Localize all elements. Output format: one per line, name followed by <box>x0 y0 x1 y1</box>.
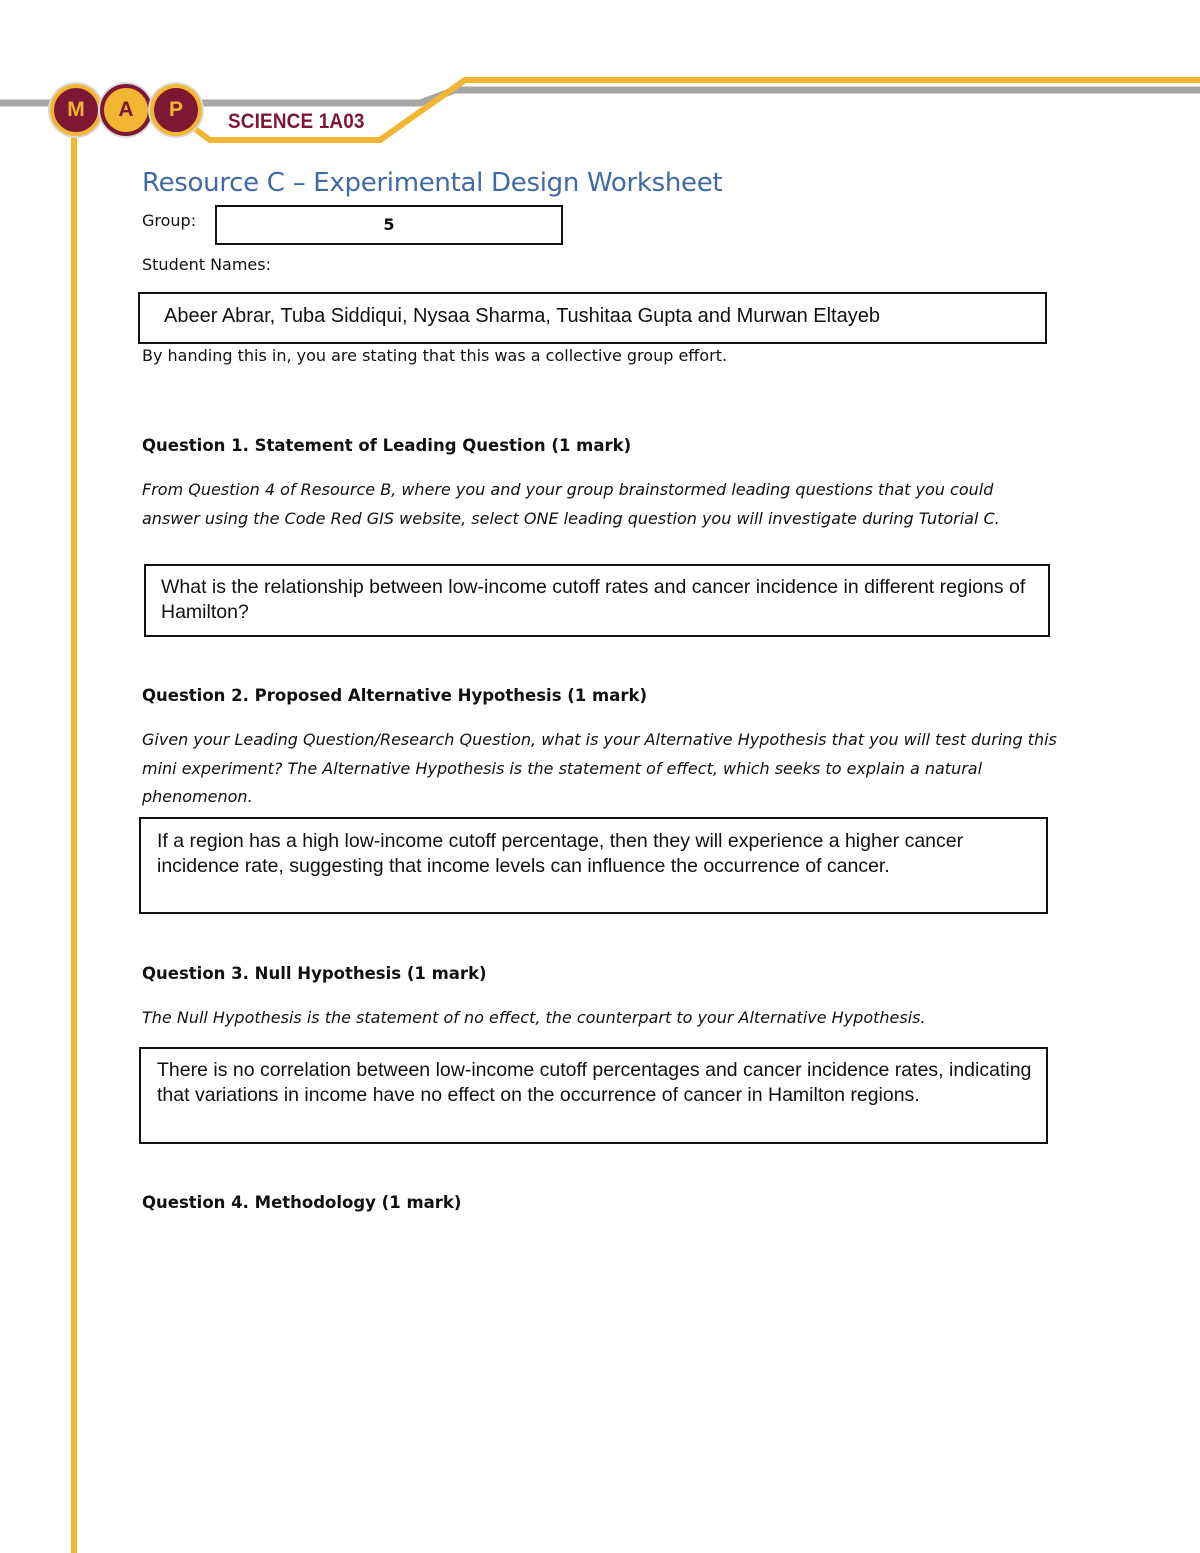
question-3-description: The Null Hypothesis is the statement of no effect, the counterpart to your Alternative Hypothesis. <box>142 1008 926 1027</box>
question-2-description: Given your Leading Question/Research Question, what is your Alternative Hypothesis that you will test during this mini experiment? The Alternative Hypothesis is the statement of effect, which seeks to explain a natural phenomenon. <box>142 730 1057 806</box>
question-1-answer[interactable]: What is the relationship between low-income cutoff rates and cancer incidence in different regions of Hamilton? <box>144 564 1050 637</box>
logo-letter-p: P <box>150 84 202 136</box>
logo-letter-a: A <box>100 84 152 136</box>
collective-effort-note: By handing this in, you are stating that this was a collective group effort. <box>142 346 728 365</box>
course-title: SCIENCE 1A03 <box>228 110 365 133</box>
question-3-heading: Question 3. Null Hypothesis (1 mark) <box>142 964 487 983</box>
question-2-answer[interactable]: If a region has a high low-income cutoff percentage, then they will experience a higher cancer incidence rate, suggesting that income levels can influence the occurrence of cancer. <box>139 817 1048 914</box>
group-label: Group: <box>142 211 197 230</box>
page-title: Resource C – Experimental Design Worksheet <box>142 168 723 198</box>
question-3-answer[interactable]: There is no correlation between low-income cutoff percentages and cancer incidence rates, indicating that variations in income have no effect on the occurrence of cancer in Hamilton regions. <box>139 1047 1048 1144</box>
question-1-heading: Question 1. Statement of Leading Question (1 mark) <box>142 436 632 455</box>
group-field[interactable]: 5 <box>215 205 563 245</box>
question-4-heading: Question 4. Methodology (1 mark) <box>142 1193 462 1212</box>
logo-letter-m: M <box>50 84 102 136</box>
question-1-description: From Question 4 of Resource B, where you and your group brainstormed leading questions that you could answer using the Code Red GIS website, select ONE leading question you will investigate during Tutorial C. <box>142 480 1000 528</box>
question-2-heading: Question 2. Proposed Alternative Hypothesis (1 mark) <box>142 686 648 705</box>
student-names-field[interactable]: Abeer Abrar, Tuba Siddiqui, Nysaa Sharma, Tushitaa Gupta and Murwan Eltayeb <box>138 292 1047 344</box>
student-names-label: Student Names: <box>142 255 271 274</box>
